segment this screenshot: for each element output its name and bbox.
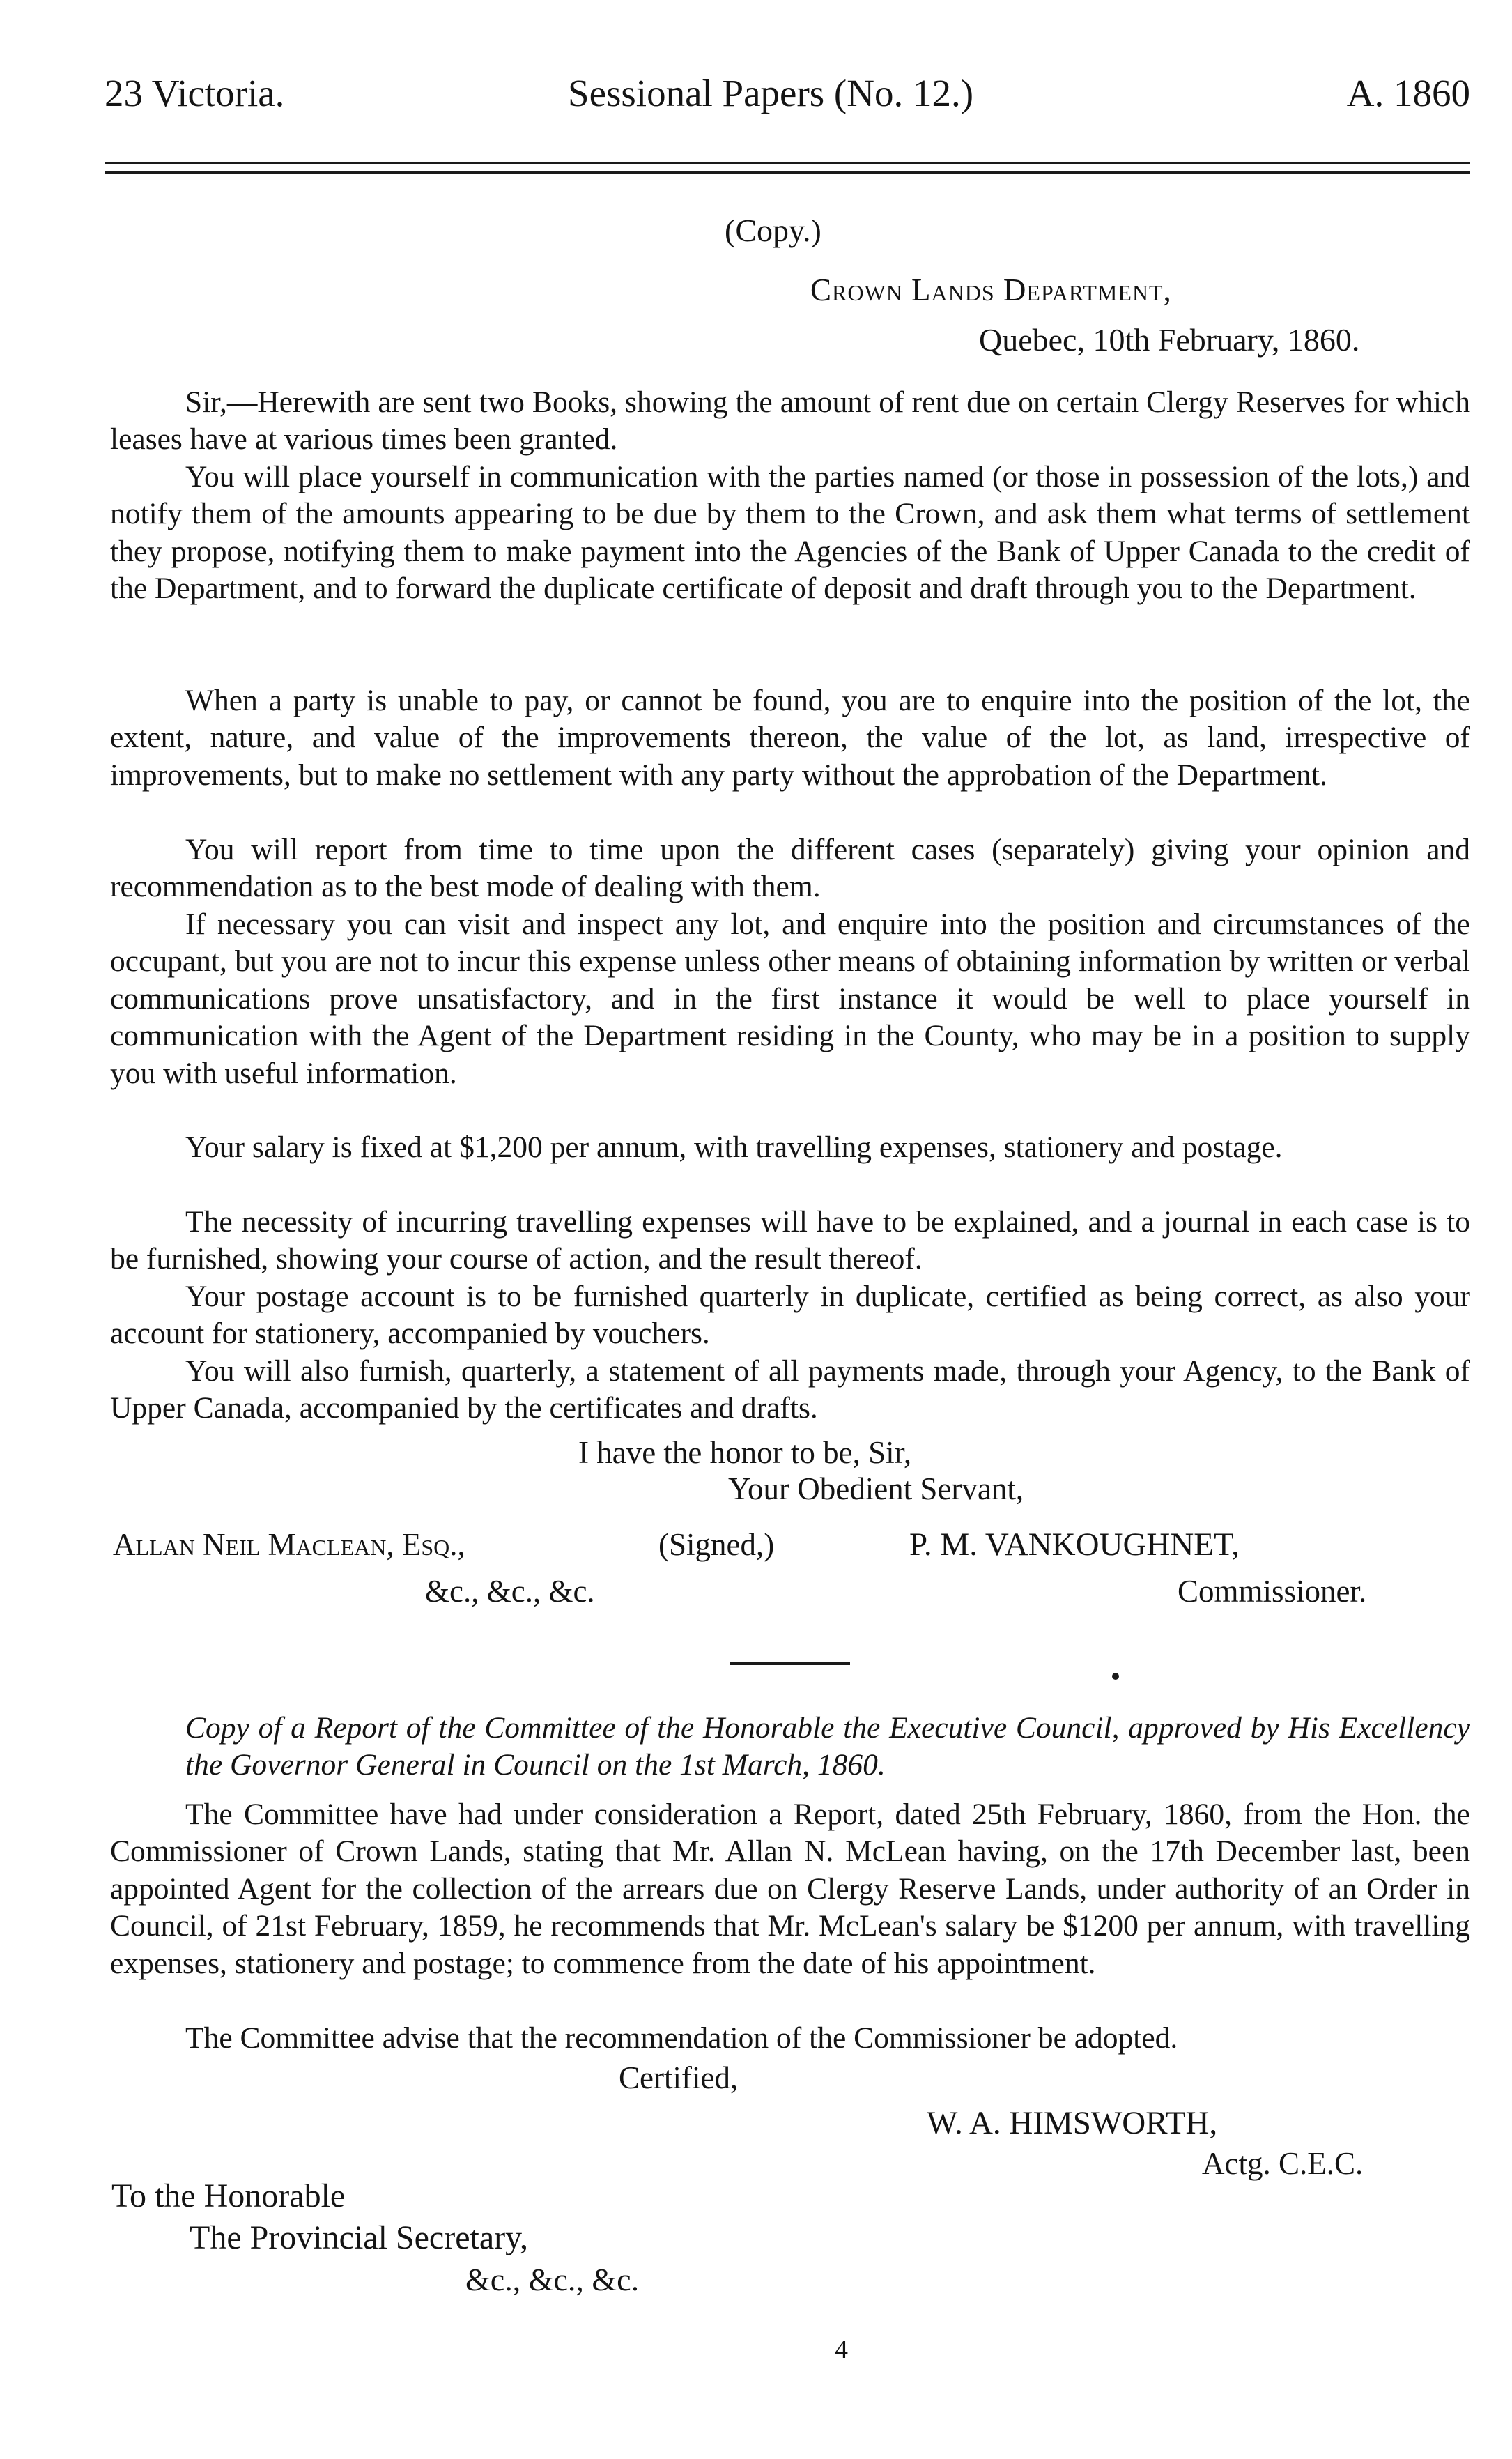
header-title: Sessional Papers (No. 12.) [568,72,974,114]
report-paragraph-2: The Committee advise that the recommendation of the Commissioner be adopted. [185,2021,1178,2055]
letter-paragraph-7: The necessity of incurring travelling expenses will have to be explained, and a journal in each case is to be furnished, showing your course of action, and the result thereof. [110,1205,1470,1276]
department-heading: Crown Lands Department, [810,273,1172,307]
report-signatory: W. A. HIMSWORTH, [927,2105,1218,2141]
page-number: 4 [835,2335,848,2364]
running-header [105,71,1470,120]
closing-honor: I have the honor to be, Sir, [578,1435,912,1470]
header-year: A. 1860 [1346,72,1470,114]
signatory-title: Commissioner. [1178,1574,1367,1609]
letter-paragraph-6: Your salary is fixed at $1,200 per annum, with travelling expenses, stationery and postage. [185,1131,1283,1164]
report-paragraph-1: The Committee have had under consideration a Report, dated 25th February, 1860, from the Hon. the Commissioner of Crown Lands, stating that Mr. Allan N. McLean having, on the 17th December last, been appointed Agent for the collection of the arrears due on Clergy Reserve Lands, under authority of an Order in Council, of 21st February, 1859, he recommends that Mr. McLean's salary be $1200 per annum, with travelling expenses, stationery and postage; to commence from the date of his appointment. [110,1798,1470,1980]
header-rule-top [105,162,1470,164]
header-rule-bottom [105,171,1470,174]
signed-label: (Signed,) [658,1527,775,1562]
closing-servant: Your Obedient Servant, [728,1471,1024,1506]
letter-paragraph-8: Your postage account is to be furnished quarterly in duplicate, certified as being correct, as also your account for stationery, accompanied by vouchers. [110,1280,1470,1351]
letter-date: Quebec, 10th February, 1860. [979,322,1360,358]
recipient-line-1: To the Honorable [111,2177,346,2214]
divider-dot [1112,1673,1119,1680]
letter-paragraph-3: When a party is unable to pay, or cannot be found, you are to enquire into the position of the lot, the extent, nature, and value of the improvements thereon, the value of the lot, as land, irrespective of improvements, but to make no settlement with any party without the approbation of the Department. [110,684,1470,792]
header-session: 23 Victoria. [105,72,285,114]
report-caption: Copy of a Report of the Committee of the Honorable the Executive Council, approved by His Excellency the Governor General in Council on the 1st March, 1860. [185,1711,1470,1782]
addressee-name: Allan Neil Maclean, Esq., [113,1527,465,1562]
section-divider [730,1662,850,1665]
signatory-name: P. M. VANKOUGHNET, [909,1526,1240,1563]
copy-label: (Copy.) [725,213,821,248]
letter-paragraph-4: You will report from time to time upon the different cases (separately) giving your opinion and recommendation as to the best mode of dealing with them. [110,833,1470,904]
recipient-line-3: &c., &c., &c. [465,2262,640,2297]
recipient-line-2: The Provincial Secretary, [190,2219,529,2256]
letter-paragraph-9: You will also furnish, quarterly, a statement of all payments made, through your Agency, to the Bank of Upper Canada, accompanied by the certificates and drafts. [110,1354,1470,1425]
letter-paragraph-1: Sir,—Herewith are sent two Books, showing the amount of rent due on certain Clergy Reserves for which leases have at various times been granted. [110,385,1470,457]
letter-paragraph-2: You will place yourself in communication with the parties named (or those in possession of the lots,) and notify them of the amounts appearing to be due by them to the Crown, and ask them what terms of settlement they propose, notifying them to make payment into the Agencies of the Bank of Upper Canada to the credit of the Department, and to forward the duplicate certificate of deposit and draft through you to the Department. [110,460,1470,606]
report-signatory-title: Actg. C.E.C. [1202,2146,1364,2181]
addressee-etc: &c., &c., &c. [425,1574,595,1609]
certified-label: Certified, [619,2060,739,2095]
letter-paragraph-5: If necessary you can visit and inspect any lot, and enquire into the position and circumstances of the occupant, but you are not to incur this expense unless other means of obtaining information by written or verbal communications prove unsatisfactory, and in the first instance it would be well to place yourself in communication with the Agent of the Department residing in the County, who may be in a position to supply you with useful information. [110,907,1470,1090]
